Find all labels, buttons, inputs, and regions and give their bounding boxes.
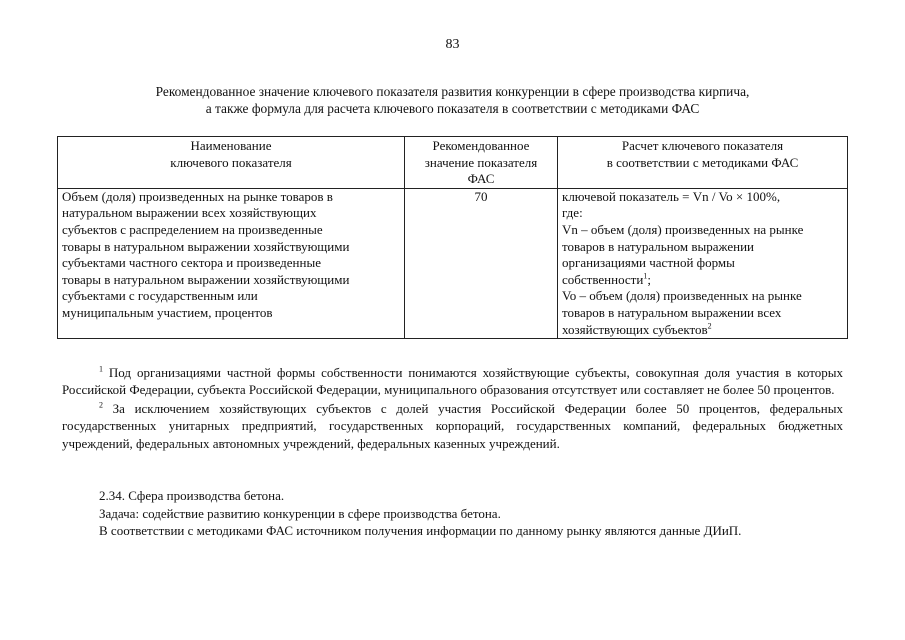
section-source: В соответствии с методиками ФАС источником получения информации по данному рынку являются данные ДИиП. bbox=[99, 523, 742, 539]
footnote-ref-1[interactable]: 1 bbox=[643, 271, 648, 281]
section-2-34 bbox=[62, 487, 843, 540]
header-recommended-value bbox=[405, 137, 558, 189]
header-text: ФАС bbox=[467, 171, 495, 187]
header-text: Наименование bbox=[190, 138, 272, 153]
cell-text: Vn – объем (доля) произведенных на рынке bbox=[562, 221, 804, 237]
footnote-text: За исключением хозяйствующих субъектов с долей участия Российской Федерации более 50 процентов, федеральных государственных унитарных предприятий, государственных корпораций, государственных компаний, федеральных бюджетных учреждений, федеральных автономных учреждений, федеральных казенных учреждений. bbox=[62, 400, 843, 451]
indicator-name-cell bbox=[58, 188, 405, 338]
header-text: в соответствии с методиками ФАС bbox=[606, 154, 799, 170]
header-text: ключевого показателя bbox=[170, 154, 292, 170]
table-title-line-2: а также формула для расчета ключевого показателя в соответствии с методиками ФАС bbox=[205, 101, 700, 116]
section-heading: 2.34. Сфера производства бетона. bbox=[99, 488, 285, 503]
footnote-2 bbox=[62, 400, 843, 452]
page-number: 83 bbox=[445, 37, 460, 52]
cell-text: субъектов с распределением на произведенные bbox=[62, 221, 323, 237]
header-text: Расчет ключевого показателя bbox=[621, 138, 784, 153]
table-header-row bbox=[58, 137, 848, 189]
footnote-1 bbox=[62, 364, 843, 399]
footnote-mark: 2 bbox=[99, 400, 103, 410]
table-title bbox=[80, 83, 825, 117]
indicator-table bbox=[57, 136, 848, 339]
formula-text: ключевой показатель = Vn / Vo × 100%, bbox=[562, 188, 781, 204]
footnote-ref-2[interactable]: 2 bbox=[707, 321, 712, 331]
cell-text-part: хозяйствующих субъектов bbox=[562, 321, 708, 337]
cell-text: субъектами с государственным или bbox=[62, 288, 258, 304]
cell-text: натуральном выражении всех хозяйствующих bbox=[62, 205, 317, 221]
table-row bbox=[58, 188, 848, 338]
footnote-text: Под организациями частной формы собственности понимаются хозяйствующие субъекты, совокупная доля участия в которых Российской Федерации, субъекта Российской Федерации, муниципального образования отсутствует или составляет не более 50 процентов. bbox=[62, 365, 843, 398]
cell-text: где: bbox=[562, 205, 583, 221]
header-text: значение показателя bbox=[424, 154, 538, 170]
header-calculation bbox=[558, 137, 848, 189]
cell-text-part: ; bbox=[647, 271, 651, 287]
header-text: Рекомендованное bbox=[432, 138, 530, 153]
cell-text: товары в натуральном выражении хозяйствующими bbox=[62, 238, 350, 254]
table-title-line-1: Рекомендованное значение ключевого показателя развития конкуренции в сфере производства кирпича, bbox=[155, 84, 750, 99]
header-indicator-name bbox=[58, 137, 405, 189]
cell-text bbox=[562, 272, 843, 289]
cell-text: Объем (доля) произведенных на рынке товаров в bbox=[62, 188, 333, 204]
section-task: Задача: содействие развитию конкуренции в сфере производства бетона. bbox=[99, 505, 501, 521]
cell-text: организациями частной формы bbox=[562, 255, 735, 271]
recommended-value-cell: 70 bbox=[405, 188, 558, 338]
cell-text bbox=[562, 322, 843, 339]
cell-text-part: собственности bbox=[562, 271, 644, 287]
footnote-mark: 1 bbox=[99, 364, 103, 374]
cell-text: муниципальным участием, процентов bbox=[62, 304, 273, 320]
footnotes bbox=[62, 364, 843, 452]
cell-text: товаров в натуральном выражении всех bbox=[562, 304, 782, 320]
cell-text: Vo – объем (доля) произведенных на рынке bbox=[562, 288, 802, 304]
cell-text: субъектами частного сектора и произведенные bbox=[62, 255, 321, 271]
calculation-cell bbox=[558, 188, 848, 338]
cell-text: товаров в натуральном выражении bbox=[562, 238, 755, 254]
cell-text: товары в натуральном выражении хозяйствующими bbox=[62, 271, 350, 287]
